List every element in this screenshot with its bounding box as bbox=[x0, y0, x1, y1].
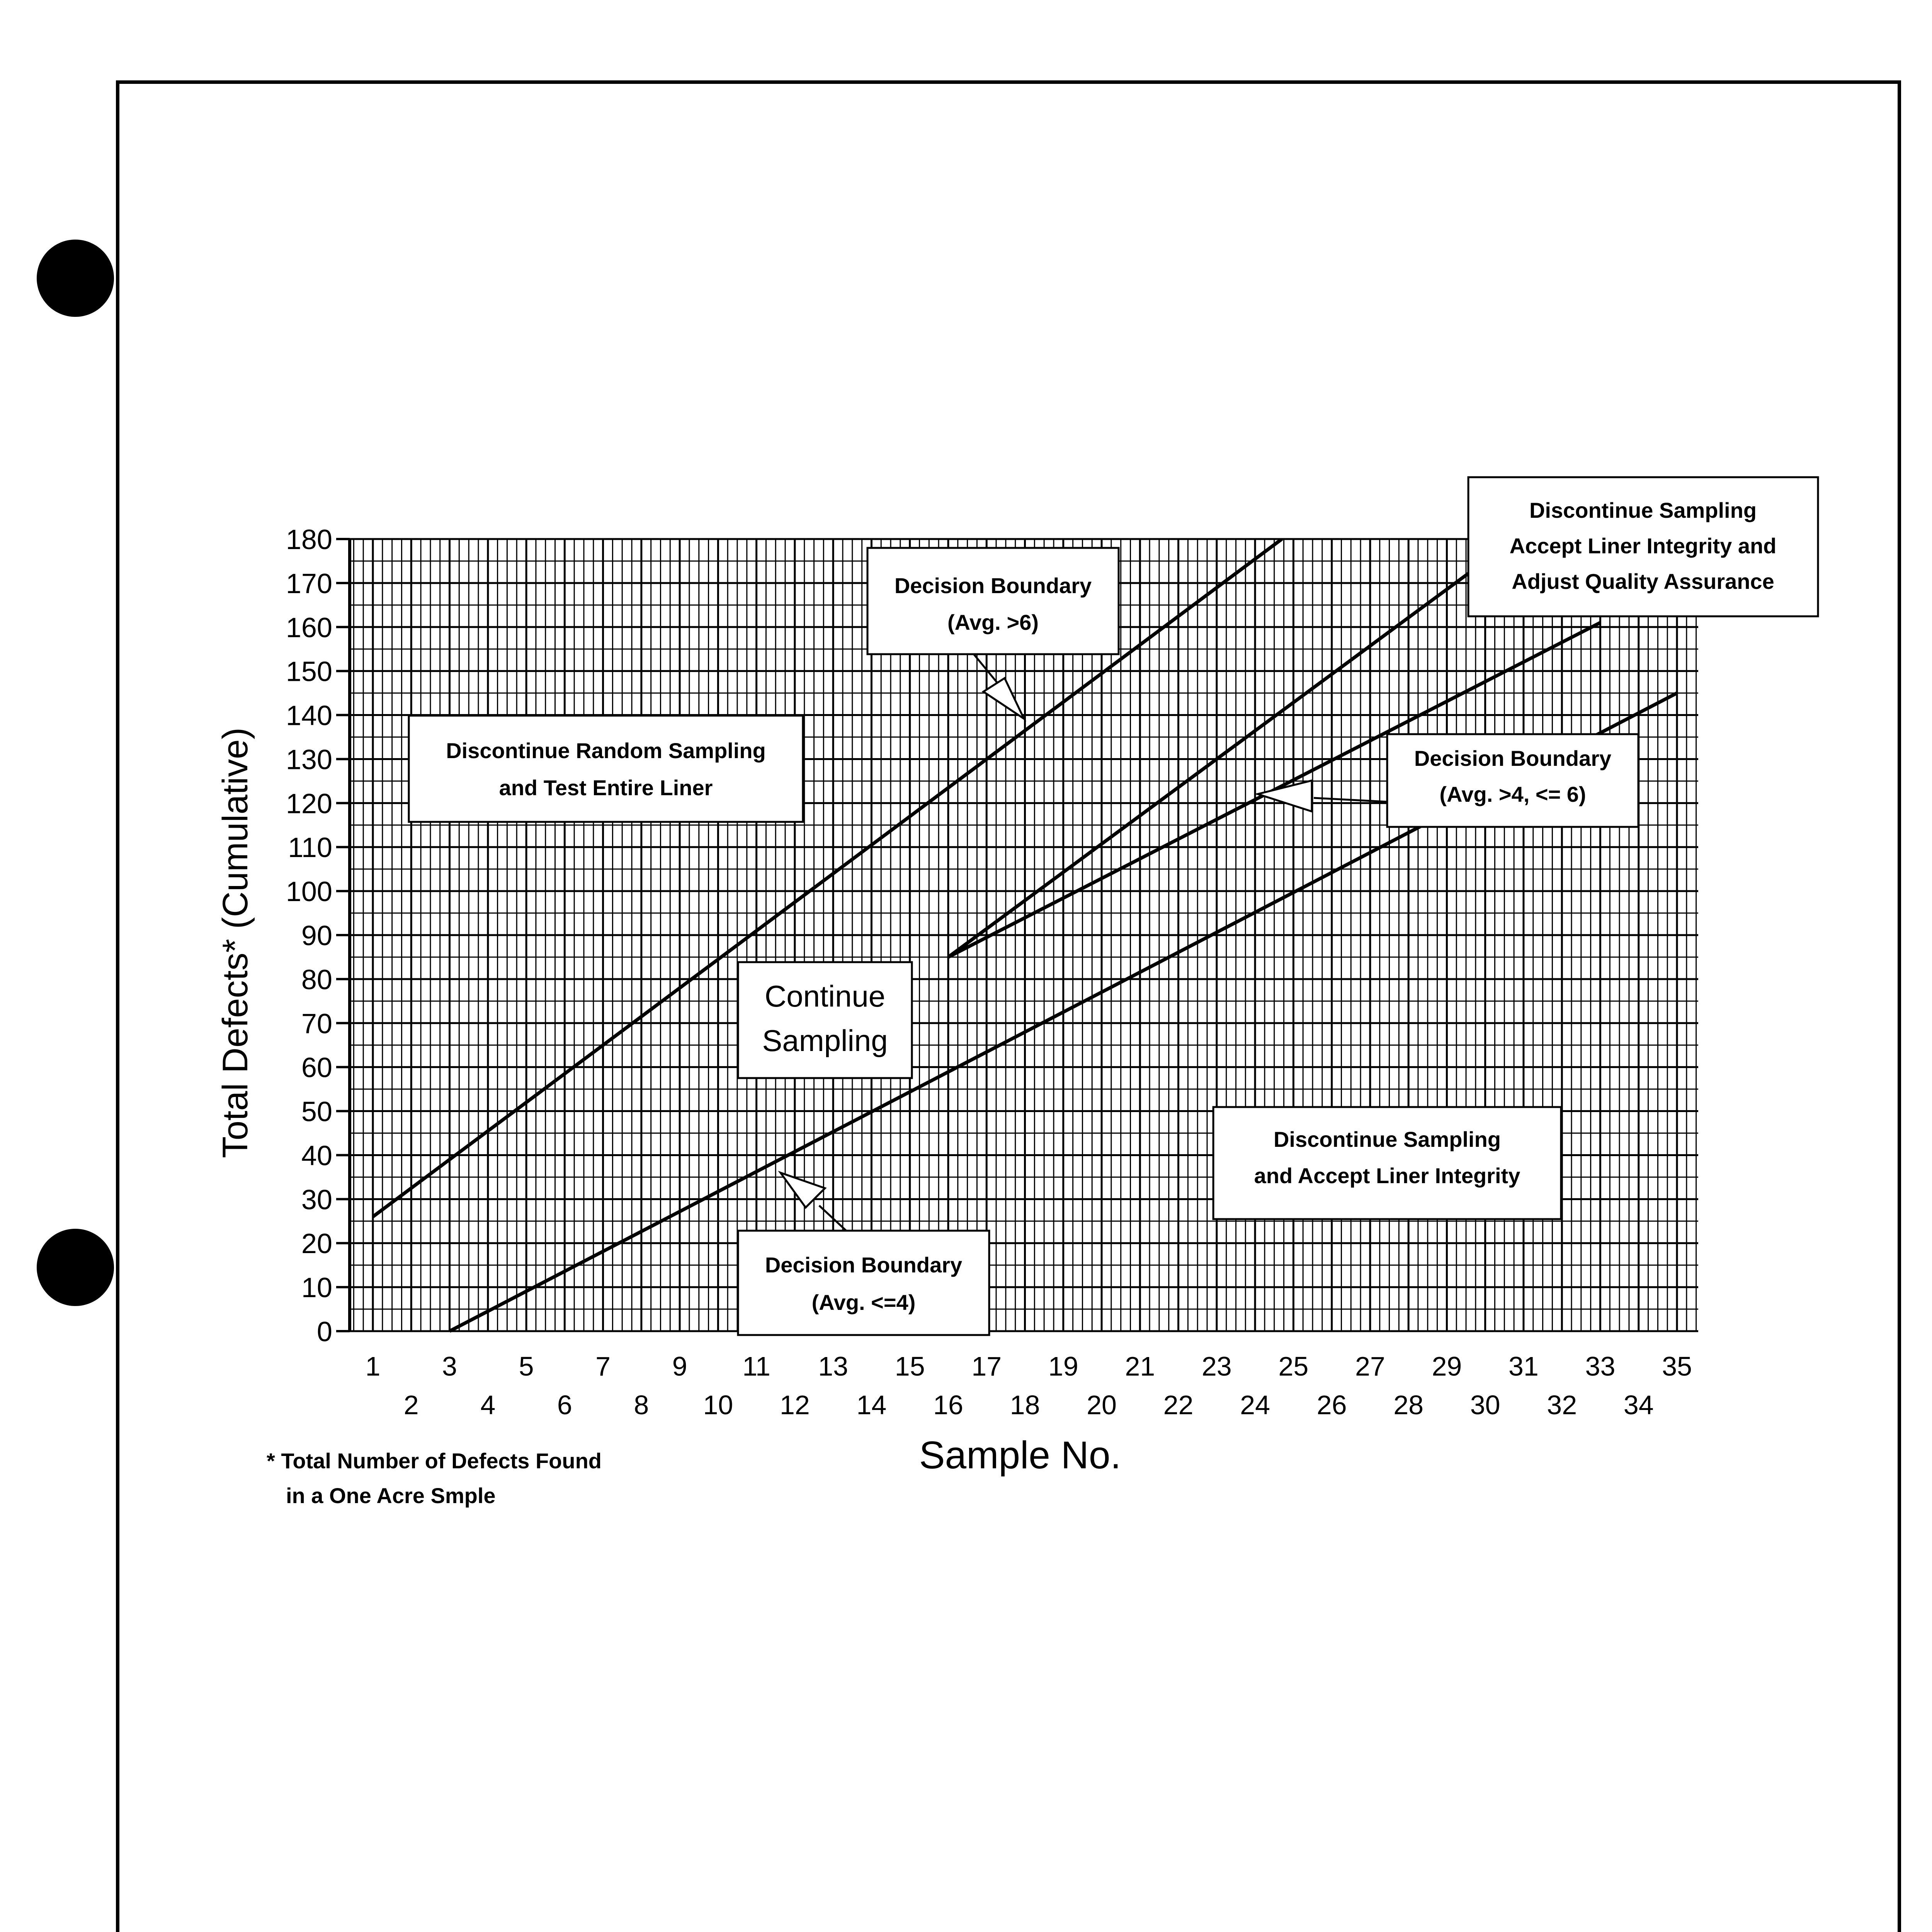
x-tick-label-bottom-9: 20 bbox=[1087, 1390, 1117, 1420]
boundary-mid-line1: Decision Boundary bbox=[1414, 746, 1612, 770]
x-tick-label-bottom-16: 34 bbox=[1623, 1390, 1654, 1420]
y-tick-label-15: 150 bbox=[286, 656, 332, 687]
x-tick-label-bottom-4: 10 bbox=[703, 1390, 733, 1420]
y-tick-label-5: 50 bbox=[301, 1096, 332, 1128]
x-tick-label-bottom-11: 24 bbox=[1240, 1390, 1270, 1420]
y-tick-label-17: 170 bbox=[286, 568, 332, 599]
accept-region-line1: Discontinue Sampling bbox=[1273, 1127, 1501, 1151]
y-tick-label-3: 30 bbox=[301, 1184, 332, 1216]
accept-adjust-line2: Accept Liner Integrity and bbox=[1509, 534, 1777, 558]
x-tick-label-bottom-8: 18 bbox=[1010, 1390, 1040, 1420]
x-tick-label-top-17: 35 bbox=[1662, 1351, 1692, 1381]
continue-region-line2: Sampling bbox=[762, 1024, 888, 1058]
y-tick-label-12: 120 bbox=[286, 788, 332, 820]
y-axis-label: Total Defects* (Cumulative) bbox=[216, 727, 255, 1158]
x-tick-label-bottom-0: 2 bbox=[403, 1390, 419, 1420]
y-tick-label-11: 110 bbox=[288, 832, 332, 864]
footnote-line1: * Total Number of Defects Found bbox=[267, 1449, 602, 1473]
y-tick-label-7: 70 bbox=[301, 1008, 332, 1039]
x-tick-label-top-0: 1 bbox=[365, 1351, 381, 1381]
random-region-line2: and Test Entire Liner bbox=[499, 776, 713, 800]
y-tick-label-6: 60 bbox=[301, 1052, 332, 1083]
annotation-boundary-mid bbox=[1387, 734, 1638, 827]
x-tick-label-top-1: 3 bbox=[442, 1351, 457, 1381]
y-tick-label-1: 10 bbox=[301, 1272, 332, 1304]
annotation-accept-region bbox=[1213, 1107, 1561, 1219]
footnote-line2: in a One Acre Smple bbox=[286, 1483, 496, 1508]
x-tick-label-top-15: 31 bbox=[1509, 1351, 1539, 1381]
x-tick-label-bottom-3: 8 bbox=[634, 1390, 649, 1420]
accept-adjust-line3: Adjust Quality Assurance bbox=[1512, 569, 1774, 594]
x-tick-label-bottom-13: 28 bbox=[1393, 1390, 1424, 1420]
x-tick-label-bottom-12: 26 bbox=[1316, 1390, 1347, 1420]
x-tick-label-top-14: 29 bbox=[1432, 1351, 1462, 1381]
x-tick-label-top-3: 7 bbox=[595, 1351, 611, 1381]
y-tick-label-4: 40 bbox=[301, 1140, 332, 1172]
boundary-high-line1: Decision Boundary bbox=[894, 573, 1092, 598]
x-tick-label-bottom-6: 14 bbox=[856, 1390, 887, 1420]
x-tick-label-top-5: 11 bbox=[742, 1351, 770, 1381]
y-tick-label-14: 140 bbox=[286, 700, 332, 731]
boundary-mid-line2: (Avg. >4, <= 6) bbox=[1439, 782, 1586, 806]
x-tick-label-top-9: 19 bbox=[1048, 1351, 1078, 1381]
x-tick-label-top-11: 23 bbox=[1201, 1351, 1232, 1381]
y-tick-label-10: 100 bbox=[286, 876, 332, 908]
boundary-low-line1: Decision Boundary bbox=[765, 1253, 963, 1277]
annotation-random-region bbox=[409, 716, 803, 822]
y-tick-label-2: 20 bbox=[301, 1228, 332, 1260]
boundary-low-line2: (Avg. <=4) bbox=[811, 1290, 916, 1315]
annotation-accept-adjust-region bbox=[1468, 477, 1818, 616]
x-tick-label-top-13: 27 bbox=[1355, 1351, 1385, 1381]
x-tick-label-bottom-1: 4 bbox=[480, 1390, 496, 1420]
random-region-line1: Discontinue Random Sampling bbox=[446, 738, 766, 763]
boundary-line-0 bbox=[373, 539, 1282, 1217]
x-tick-label-top-12: 25 bbox=[1278, 1351, 1309, 1381]
annotation-boundary-low bbox=[738, 1231, 989, 1335]
boundary-high-line2: (Avg. >6) bbox=[947, 610, 1039, 634]
annotation-boundary-high bbox=[867, 548, 1119, 654]
y-tick-label-8: 80 bbox=[301, 964, 332, 995]
y-tick-label-16: 160 bbox=[286, 612, 332, 643]
x-tick-label-bottom-7: 16 bbox=[933, 1390, 963, 1420]
x-axis-label: Sample No. bbox=[919, 1434, 1121, 1477]
accept-adjust-line1: Discontinue Sampling bbox=[1529, 498, 1757, 522]
annotation-continue-region bbox=[738, 962, 912, 1078]
accept-region-line2: and Accept Liner Integrity bbox=[1254, 1163, 1520, 1188]
x-tick-label-bottom-5: 12 bbox=[779, 1390, 810, 1420]
x-tick-label-top-8: 17 bbox=[971, 1351, 1002, 1381]
x-tick-label-top-2: 5 bbox=[519, 1351, 534, 1381]
x-tick-label-top-6: 13 bbox=[818, 1351, 849, 1381]
x-tick-label-top-10: 21 bbox=[1125, 1351, 1155, 1381]
x-tick-label-top-4: 9 bbox=[672, 1351, 687, 1381]
continue-region-line1: Continue bbox=[764, 979, 886, 1013]
y-tick-label-13: 130 bbox=[286, 744, 332, 776]
y-tick-label-0: 0 bbox=[316, 1316, 332, 1347]
arrow-low-head bbox=[781, 1173, 825, 1208]
arrow-high-head bbox=[983, 678, 1024, 719]
y-tick-label-9: 90 bbox=[301, 920, 332, 951]
y-tick-label-18: 180 bbox=[286, 524, 332, 555]
x-tick-label-bottom-10: 22 bbox=[1163, 1390, 1194, 1420]
x-tick-label-bottom-14: 30 bbox=[1470, 1390, 1500, 1420]
x-tick-label-bottom-15: 32 bbox=[1547, 1390, 1577, 1420]
x-tick-label-bottom-2: 6 bbox=[557, 1390, 572, 1420]
x-tick-label-top-7: 15 bbox=[895, 1351, 925, 1381]
x-tick-label-top-16: 33 bbox=[1585, 1351, 1616, 1381]
